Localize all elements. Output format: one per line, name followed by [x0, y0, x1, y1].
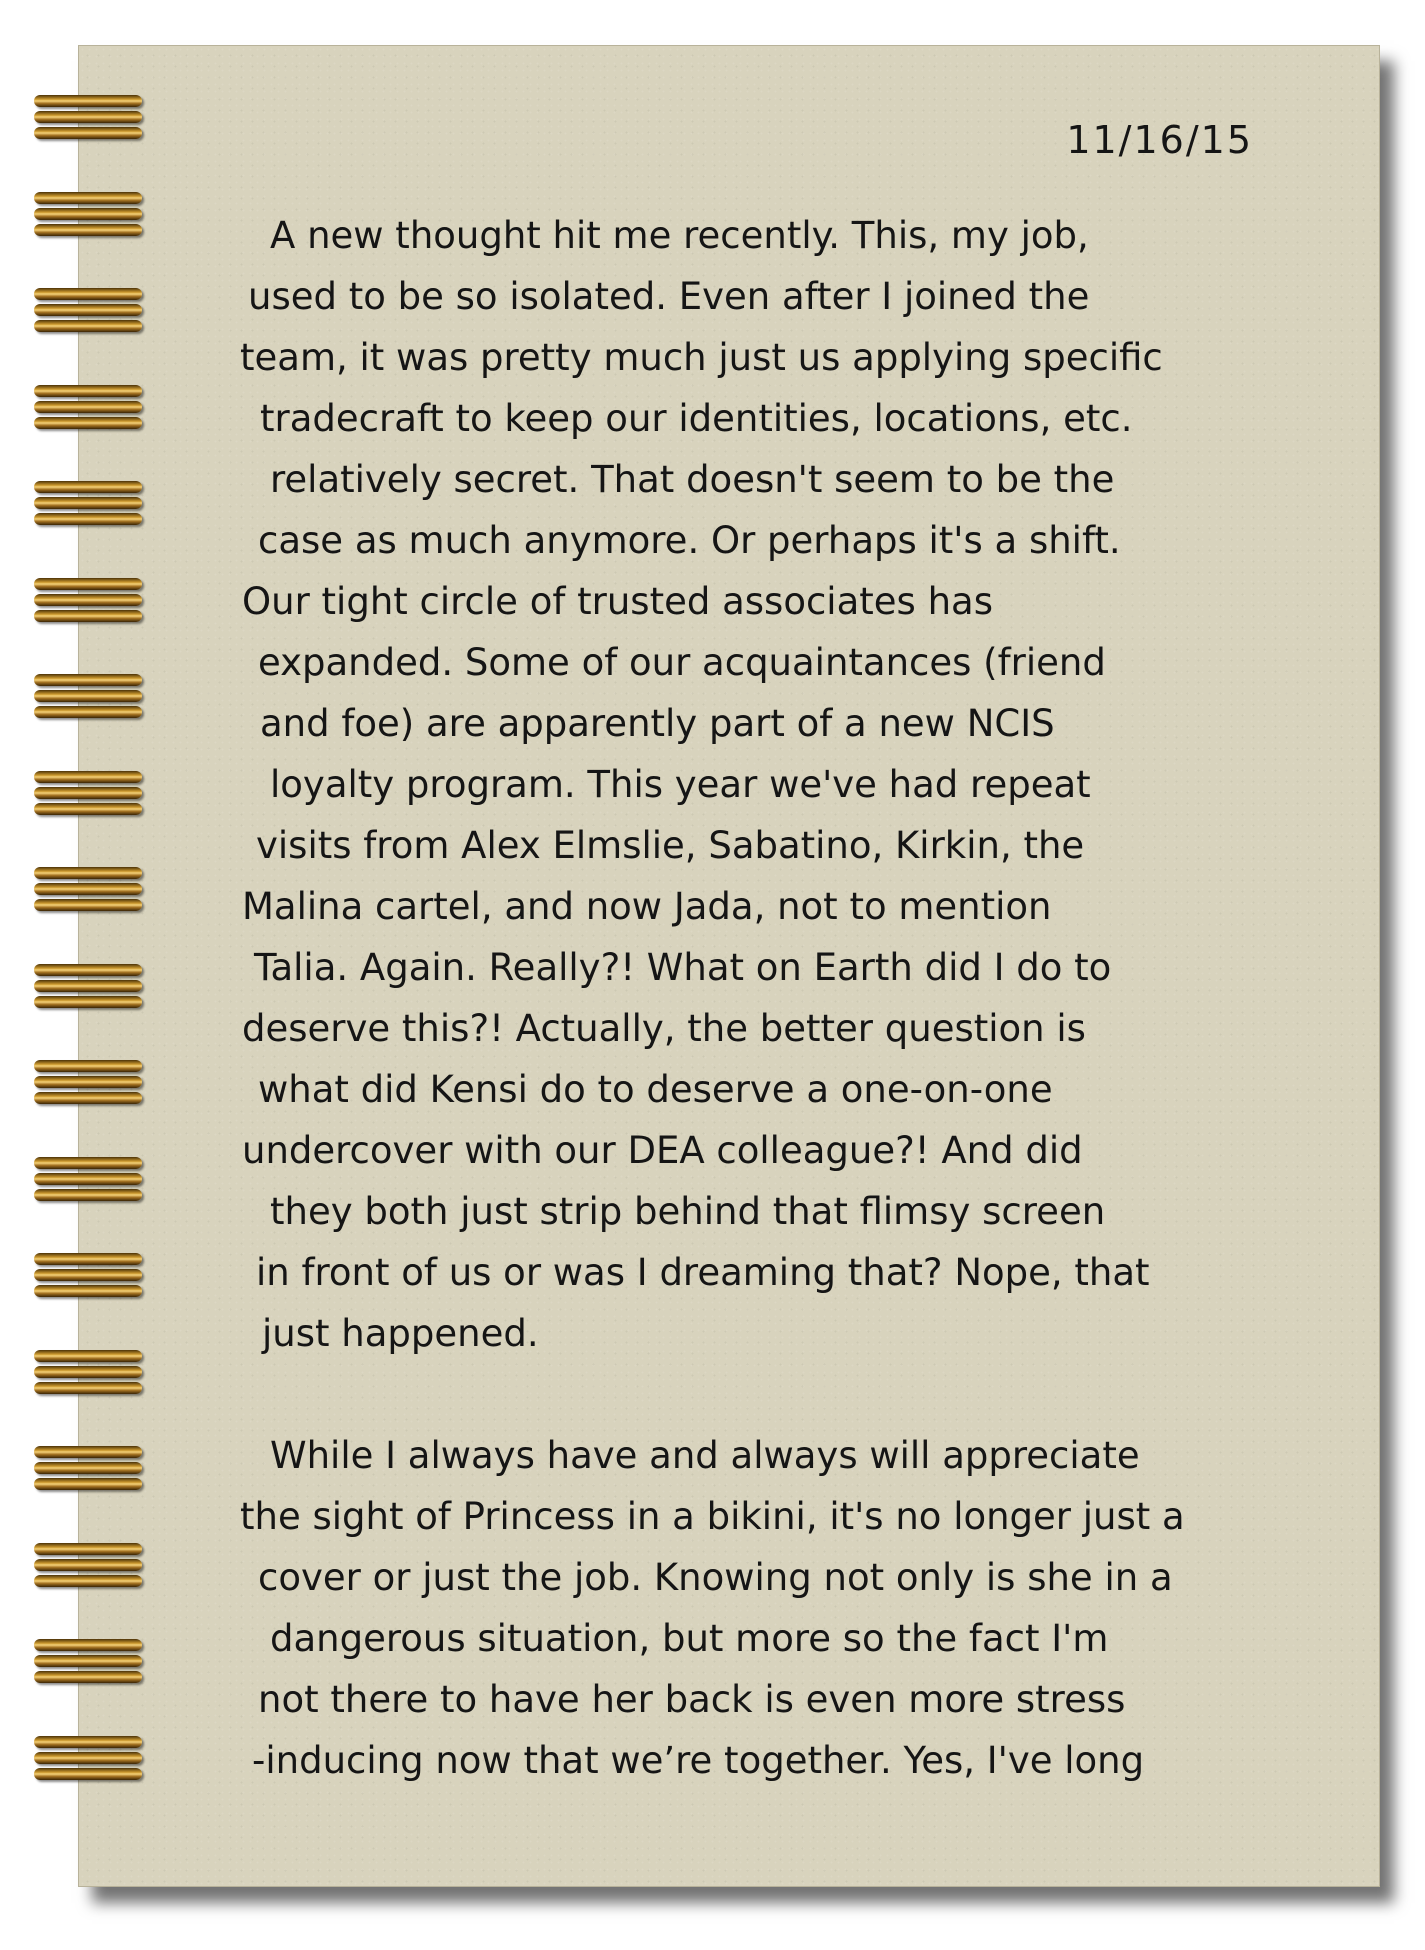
spiral-ring — [34, 1269, 142, 1281]
text-line: just happened. — [262, 1312, 539, 1355]
spiral-ring — [34, 674, 142, 686]
spiral-ring — [34, 1671, 142, 1683]
spiral-ring — [34, 481, 142, 493]
spiral-coil — [28, 1543, 144, 1589]
spiral-ring — [34, 1173, 142, 1185]
spiral-ring — [34, 787, 142, 799]
text-line: loyalty program. This year we've had repeat — [270, 763, 1091, 806]
text-line: what did Kensi do to deserve a one-on-one — [258, 1068, 1053, 1111]
spiral-ring — [34, 1285, 142, 1297]
spiral-ring — [34, 1076, 142, 1088]
spiral-coil — [28, 867, 144, 913]
spiral-ring — [34, 127, 142, 139]
spiral-coil — [28, 1736, 144, 1782]
spiral-ring — [34, 1350, 142, 1362]
spiral-ring — [34, 883, 142, 895]
spiral-ring — [34, 385, 142, 397]
spiral-coil — [28, 288, 144, 334]
spiral-ring — [34, 1575, 142, 1587]
spiral-ring — [34, 1462, 142, 1474]
spiral-ring — [34, 401, 142, 413]
text-line: team, it was pretty much just us applying specific — [240, 336, 1163, 379]
spiral-coil — [28, 964, 144, 1010]
text-line: and foe) are apparently part of a new NCIS — [260, 702, 1055, 745]
spiral-binding-icon — [28, 95, 148, 1855]
spiral-ring — [34, 690, 142, 702]
paragraph-2 — [240, 1425, 1280, 1791]
spiral-ring — [34, 1382, 142, 1394]
text-line: While I always have and always will appreciate — [270, 1434, 1140, 1477]
spiral-ring — [34, 1543, 142, 1555]
paragraph-gap — [240, 1364, 1280, 1425]
text-line: used to be so isolated. Even after I joined the — [248, 275, 1090, 318]
text-line: Talia. Again. Really?! What on Earth did I do to — [254, 946, 1112, 989]
spiral-ring — [34, 996, 142, 1008]
text-line: visits from Alex Elmslie, Sabatino, Kirkin, the — [256, 824, 1085, 867]
spiral-coil — [28, 95, 144, 141]
spiral-ring — [34, 1639, 142, 1651]
spiral-ring — [34, 1060, 142, 1072]
spiral-ring — [34, 1655, 142, 1667]
spiral-ring — [34, 192, 142, 204]
spiral-ring — [34, 578, 142, 590]
spiral-ring — [34, 1478, 142, 1490]
text-line: -inducing now that we’re together. Yes, I've long — [252, 1739, 1145, 1782]
text-line: A new thought hit me recently. This, my job, — [270, 214, 1089, 257]
spiral-ring — [34, 95, 142, 107]
spiral-ring — [34, 1768, 142, 1780]
spiral-coil — [28, 578, 144, 624]
text-line: in front of us or was I dreaming that? Nope, that — [256, 1251, 1150, 1294]
spiral-ring — [34, 497, 142, 509]
text-line: Malina cartel, and now Jada, not to mention — [242, 885, 1052, 928]
text-line: case as much anymore. Or perhaps it's a shift. — [258, 519, 1121, 562]
text-line: expanded. Some of our acquaintances (friend — [258, 641, 1106, 684]
text-line: the sight of Princess in a bikini, it's no longer just a — [240, 1495, 1185, 1538]
spiral-ring — [34, 1189, 142, 1201]
entry-date: 11/16/15 — [1066, 118, 1253, 162]
spiral-ring — [34, 899, 142, 911]
text-line: they both just strip behind that flimsy screen — [270, 1190, 1106, 1233]
spiral-coil — [28, 674, 144, 720]
spiral-ring — [34, 288, 142, 300]
spiral-ring — [34, 803, 142, 815]
text-line: deserve this?! Actually, the better question is — [242, 1007, 1086, 1050]
spiral-ring — [34, 980, 142, 992]
text-line: undercover with our DEA colleague?! And did — [242, 1129, 1083, 1172]
spiral-ring — [34, 1366, 142, 1378]
spiral-ring — [34, 1157, 142, 1169]
spiral-ring — [34, 771, 142, 783]
spiral-coil — [28, 1253, 144, 1299]
spiral-ring — [34, 1559, 142, 1571]
spiral-ring — [34, 1253, 142, 1265]
spiral-ring — [34, 417, 142, 429]
spiral-coil — [28, 192, 144, 238]
spiral-coil — [28, 1639, 144, 1685]
spiral-ring — [34, 208, 142, 220]
text-line: not there to have her back is even more stress — [258, 1678, 1126, 1721]
spiral-coil — [28, 385, 144, 431]
spiral-ring — [34, 304, 142, 316]
spiral-ring — [34, 1752, 142, 1764]
paragraph-1 — [240, 205, 1280, 1364]
text-line: relatively secret. That doesn't seem to be the — [270, 458, 1115, 501]
spiral-ring — [34, 867, 142, 879]
text-line: dangerous situation, but more so the fact I'm — [270, 1617, 1109, 1660]
spiral-ring — [34, 610, 142, 622]
spiral-ring — [34, 111, 142, 123]
spiral-coil — [28, 1157, 144, 1203]
spiral-ring — [34, 706, 142, 718]
spiral-ring — [34, 513, 142, 525]
spiral-coil — [28, 1350, 144, 1396]
spiral-ring — [34, 594, 142, 606]
spiral-coil — [28, 1446, 144, 1492]
spiral-ring — [34, 964, 142, 976]
spiral-ring — [34, 1736, 142, 1748]
spiral-coil — [28, 771, 144, 817]
spiral-coil — [28, 481, 144, 527]
spiral-ring — [34, 1446, 142, 1458]
spiral-ring — [34, 320, 142, 332]
text-line: cover or just the job. Knowing not only is she in a — [258, 1556, 1173, 1599]
journal-entry — [240, 205, 1280, 1791]
text-line: Our tight circle of trusted associates has — [242, 580, 993, 623]
text-line: tradecraft to keep our identities, locations, etc. — [260, 397, 1133, 440]
spiral-ring — [34, 224, 142, 236]
spiral-coil — [28, 1060, 144, 1106]
spiral-ring — [34, 1092, 142, 1104]
